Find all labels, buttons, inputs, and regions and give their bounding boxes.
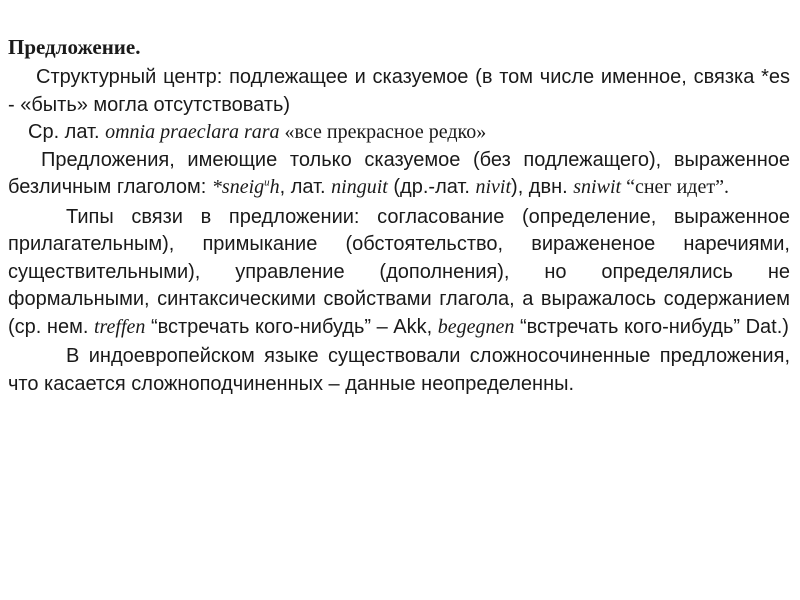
impersonal-text-5: “снег идет”. xyxy=(621,176,729,198)
paragraph-text: В индоевропейском языке существовали сложносочиненные предложения, что касается сложноподчиненных – данные неопределенны. xyxy=(8,345,790,395)
german-word-begegnen: begegnen xyxy=(437,315,515,338)
old-latin-word: nivit xyxy=(475,176,512,198)
impersonal-text-1: Предложения, имеющие только сказуемое (без подлежащего), выраженное безличным глаголом: xyxy=(8,148,790,198)
latin-word: ninguit xyxy=(331,176,388,198)
pie-root: *sneig$^u$h xyxy=(211,176,280,198)
paragraph-structural-center xyxy=(8,64,790,119)
paragraph-latin-example xyxy=(8,119,790,147)
example-prefix: Ср. лат. xyxy=(28,121,106,143)
latin-gloss: «все прекрасное редко» xyxy=(279,121,487,143)
german-word-treffen: treffen xyxy=(93,315,146,338)
paragraph-text: Структурный центр: подлежащее и сказуемое (в том числе именное, связка *es - «быть» могла отсутствовать) xyxy=(8,66,790,116)
impersonal-text-4: ), двн. xyxy=(511,176,574,198)
latin-phrase: omnia praeclara rara xyxy=(105,121,280,143)
impersonal-text-2: , лат. xyxy=(279,176,332,198)
connection-text-2: “встречать кого-нибудь” – Akk, xyxy=(145,315,438,338)
paragraph-impersonal-sentences xyxy=(8,147,790,202)
slide-content xyxy=(8,32,790,398)
impersonal-text-3: (др.-лат. xyxy=(387,176,476,198)
ohg-word: sniwit xyxy=(573,176,622,198)
paragraph-complex-sentences xyxy=(8,343,790,398)
slide-title: Предложение. xyxy=(8,35,141,59)
connection-text-1: Типы связи в предложении: согласование (определение, выраженное прилагательным), примыкание (обстоятельство, виражененое наречиями, существительными), управление (дополнения), но определялись не формальными, синтаксическими свойствами глагола, а выражалось содержанием (ср. нем. xyxy=(8,205,790,338)
paragraph-connection-types xyxy=(8,204,790,342)
connection-text-3: “встречать кого-нибудь” Dat.) xyxy=(514,315,789,338)
